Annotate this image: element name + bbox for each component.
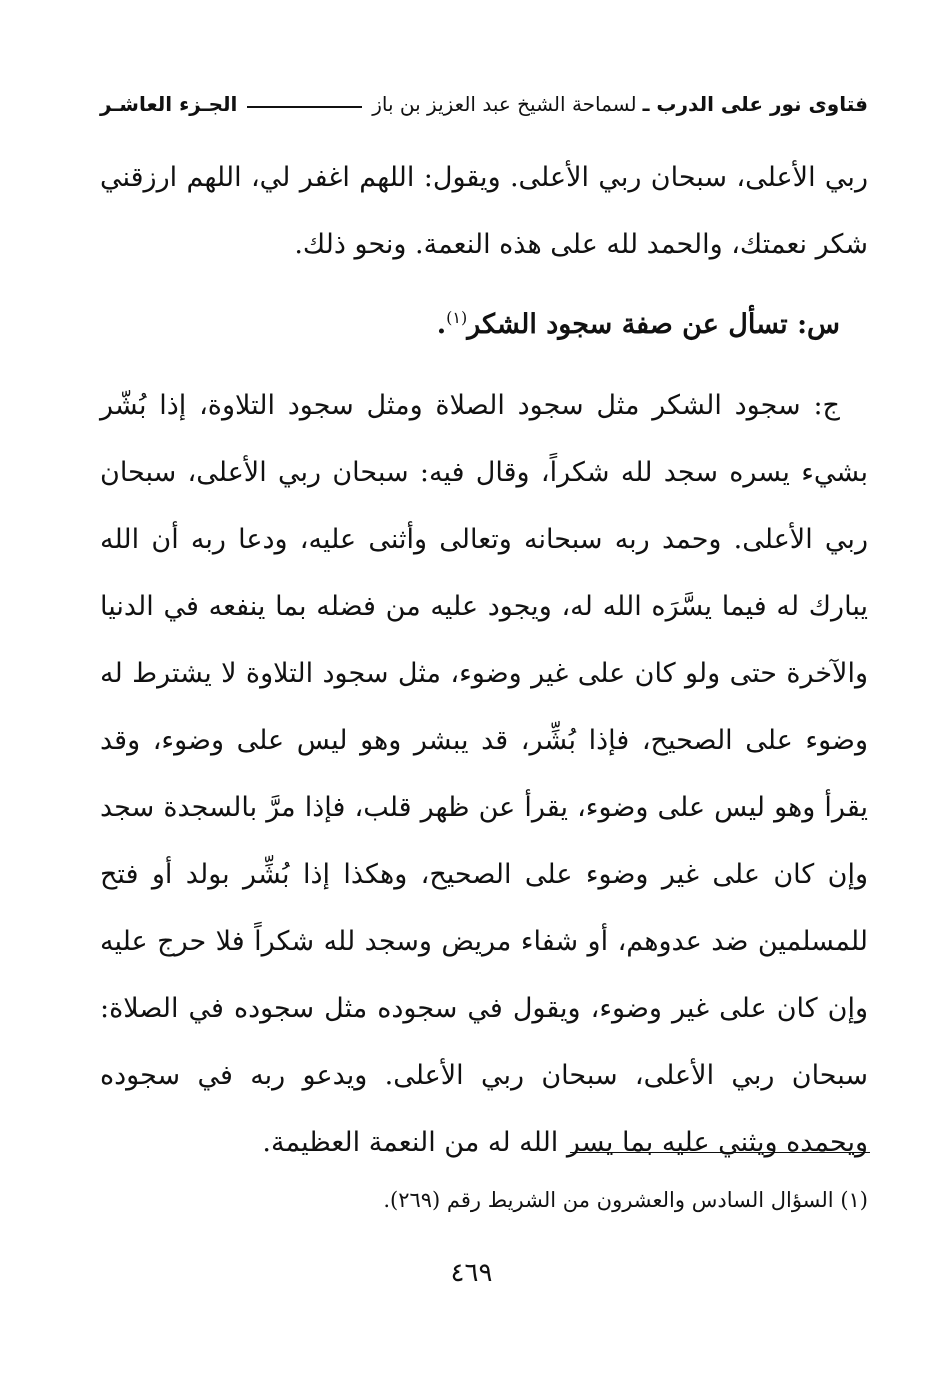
- header-rule: [247, 106, 362, 108]
- header-author: لسماحة الشيخ عبد العزيز بن باز: [372, 92, 637, 116]
- page-number: ٤٦٩: [450, 1258, 493, 1288]
- question-text: س: تسأل عن صفة سجود الشكر: [467, 309, 840, 340]
- question-end-mark: .: [436, 309, 447, 340]
- header-part-label: الجـزء العاشـر: [100, 92, 238, 116]
- body-text: [100, 144, 868, 1176]
- footnote-divider: [570, 1152, 870, 1153]
- question-heading: [100, 284, 868, 358]
- footnote: (١) السؤال السادس والعشرون من الشريط رقم (٢٦٩).: [383, 1188, 868, 1212]
- answer-paragraph: ج: سجود الشكر مثل سجود الصلاة ومثل سجود التلاوة، إذا بُشّر بشيء يسره سجد لله شكراً، وقال فيه: سبحان ربي الأعلى، سبحان ربي الأعلى. وحمد ربه سبحانه وتعالى وأثنى عليه، ودعا ربه أن الله يبارك له فيما يسَّرَه الله له، ويجود عليه من فضله بما ينفعه في الدنيا والآخرة حتى ولو كان على غير وضوء، مثل سجود التلاوة لا يشترط له وضوء على الصحيح، فإذا بُشِّر، قد يبشر وهو ليس على وضوء، وقد يقرأ وهو ليس على وضوء، يقرأ عن ظهر قلب، فإذا مرَّ بالسجدة سجد وإن كان على غير وضوء على الصحيح، وهكذا إذا بُشِّر بولد أو فتح للمسلمين ضد عدوهم، أو شفاء مريض وسجد لله شكراً فلا حرج عليه وإن كان على غير وضوء، ويقول في سجوده مثل سجوده في الصلاة: سبحان ربي الأعلى، سبحان ربي الأعلى. ويدعو ربه في سجوده ويحمده ويثني عليه بما يسر الله له من النعمة العظيمة.: [100, 390, 868, 1158]
- footnote-reference[interactable]: (١): [446, 308, 468, 327]
- continuation-paragraph: ربي الأعلى، سبحان ربي الأعلى. ويقول: اللهم اغفر لي، اللهم ارزقني شكر نعمتك، والحمد لله على هذه النعمة. ونحو ذلك.: [100, 162, 868, 260]
- header-book-title: فتاوى نور على الدرب ـ: [642, 92, 868, 116]
- running-header: [100, 84, 868, 124]
